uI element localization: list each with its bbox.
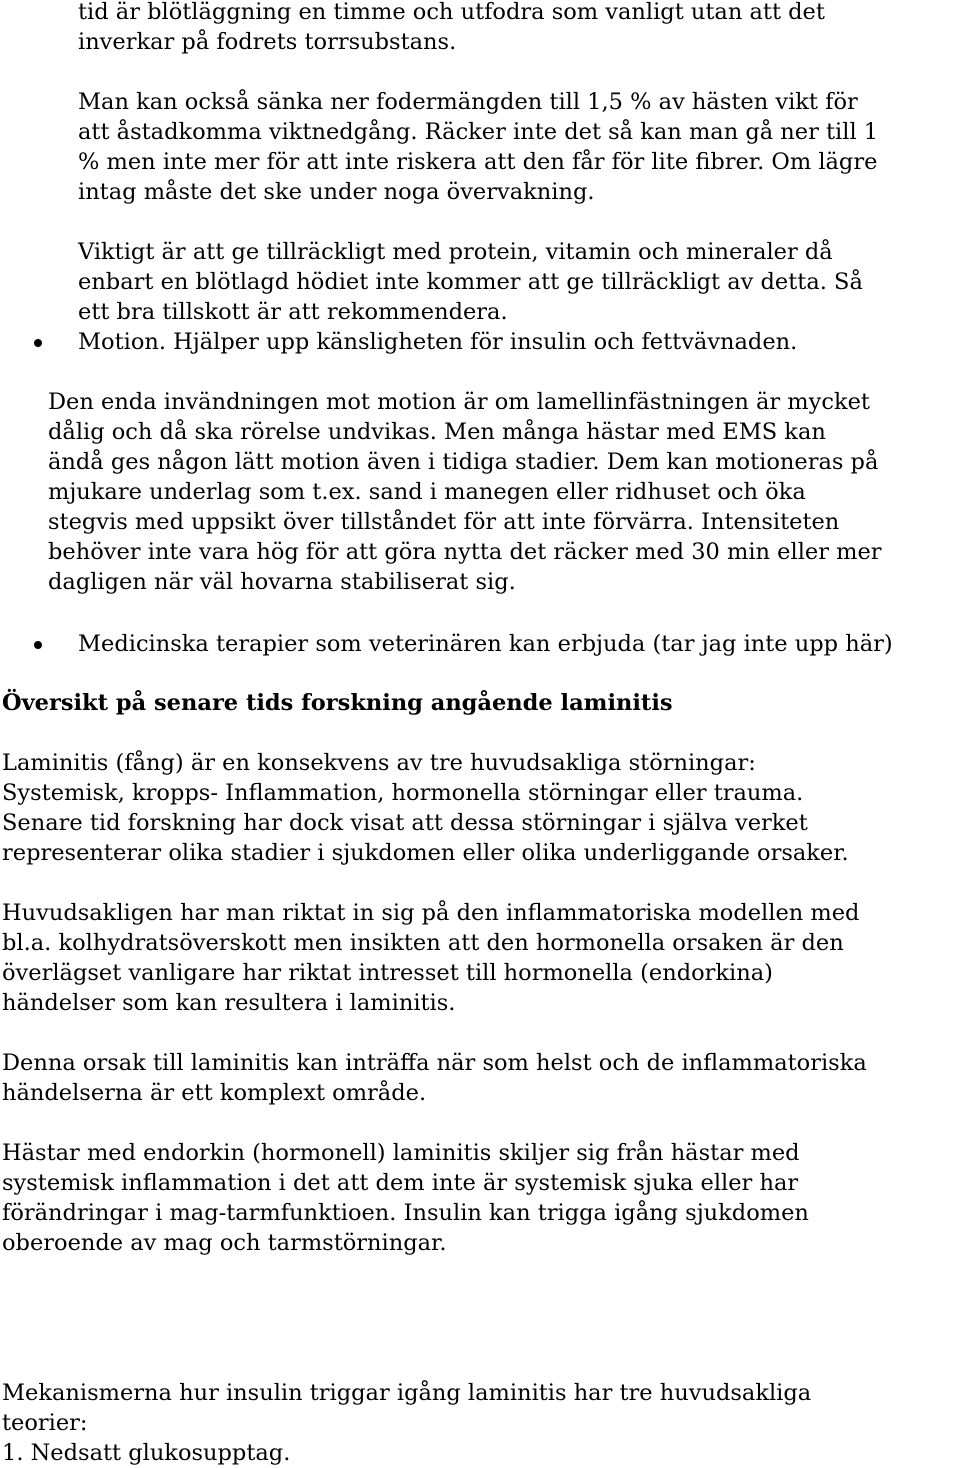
bullet-item-motion: Motion. Hjälper upp känsligheten för insulin och fettvävnaden.: [78, 329, 798, 355]
text-line: oberoende av mag och tarmstörningar.: [2, 1230, 447, 1256]
text-line: Laminitis (fång) är en konsekvens av tre huvudsakliga störningar:: [2, 750, 756, 776]
text-line: dålig och då ska rörelse undvikas. Men många hästar med EMS kan: [48, 419, 826, 445]
text-line: ett bra tillskott är att rekommendera.: [78, 299, 508, 325]
text-line: 1. Nedsatt glukosupptag.: [2, 1440, 291, 1466]
text-line: dagligen när väl hovarna stabiliserat sig.: [48, 569, 516, 595]
text-line: intag måste det ske under noga övervakning.: [78, 179, 595, 205]
paragraph-endocrine: [2, 1138, 809, 1258]
bullet-icon: [34, 339, 42, 347]
text-line: Mekanismerna hur insulin triggar igång laminitis har tre huvudsakliga: [2, 1380, 812, 1406]
text-line: Viktigt är att ge tillräckligt med protein, vitamin och mineraler då: [78, 239, 833, 265]
text-line: händelserna är ett komplext område.: [2, 1080, 427, 1106]
text-line: Man kan också sänka ner fodermängden till 1,5 % av hästen vikt för: [78, 89, 858, 115]
text-line: Hästar med endorkin (hormonell) laminitis skiljer sig från hästar med: [2, 1140, 800, 1166]
text-line: Denna orsak till laminitis kan inträffa när som helst och de inflammatoriska: [2, 1050, 867, 1076]
paragraph-mechanisms: [2, 1378, 811, 1468]
text-line: tid är blötläggning en timme och utfodra som vanligt utan att det: [78, 0, 825, 25]
text-line: bl.a. kolhydratsöverskott men insikten att den hormonella orsaken är den: [2, 930, 844, 956]
text-line: Den enda invändningen mot motion är om lamellinfästningen är mycket: [48, 389, 870, 415]
text-line: representerar olika stadier i sjukdomen eller olika underliggande orsaker.: [2, 840, 849, 866]
text-line: förändringar i mag-tarmfunktioen. Insulin kan trigga igång sjukdomen: [2, 1200, 809, 1226]
text-line: inverkar på fodrets torrsubstans.: [78, 29, 457, 55]
text-line: att åstadkomma viktnedgång. Räcker inte det så kan man gå ner till 1: [78, 119, 879, 145]
paragraph-motion-details: [48, 387, 882, 597]
section-heading: Översikt på senare tids forskning angående laminitis: [2, 690, 673, 716]
paragraph-feed-reduction: [78, 87, 878, 207]
text-line: teorier:: [2, 1410, 88, 1436]
text-line: överlägset vanligare har riktat intresset till hormonella (endorkina): [2, 960, 773, 986]
text-line: Systemisk, kropps- Inflammation, hormonella störningar eller trauma.: [2, 780, 804, 806]
paragraph-soaking: [78, 0, 825, 57]
paragraph-laminitis-intro: [2, 748, 849, 868]
paragraph-cause: [2, 1048, 867, 1108]
paragraph-inflammatory-model: [2, 898, 859, 1018]
text-line: händelser som kan resultera i laminitis.: [2, 990, 456, 1016]
text-line: enbart en blötlagd hödiet inte kommer att ge tillräckligt av detta. Så: [78, 269, 863, 295]
text-line: ändå ges någon lätt motion även i tidiga stadier. Dem kan motioneras på: [48, 449, 879, 475]
text-line: Huvudsakligen har man riktat in sig på den inflammatoriska modellen med: [2, 900, 860, 926]
text-line: stegvis med uppsikt över tillståndet för att inte förvärra. Intensiteten: [48, 509, 840, 535]
text-line: mjukare underlag som t.ex. sand i manegen eller ridhuset och öka: [48, 479, 806, 505]
text-line: behöver inte vara hög för att göra nytta det räcker med 30 min eller mer: [48, 539, 882, 565]
text-line: Senare tid forskning har dock visat att dessa störningar i själva verket: [2, 810, 808, 836]
text-line: % men inte mer för att inte riskera att den får för lite fibrer. Om lägre: [78, 149, 878, 175]
text-line: systemisk inflammation i det att dem inte är systemisk sjuka eller har: [2, 1170, 799, 1196]
paragraph-nutrition: [78, 237, 863, 327]
bullet-item-medical: Medicinska terapier som veterinären kan erbjuda (tar jag inte upp här): [78, 631, 893, 657]
bullet-icon: [34, 641, 42, 649]
